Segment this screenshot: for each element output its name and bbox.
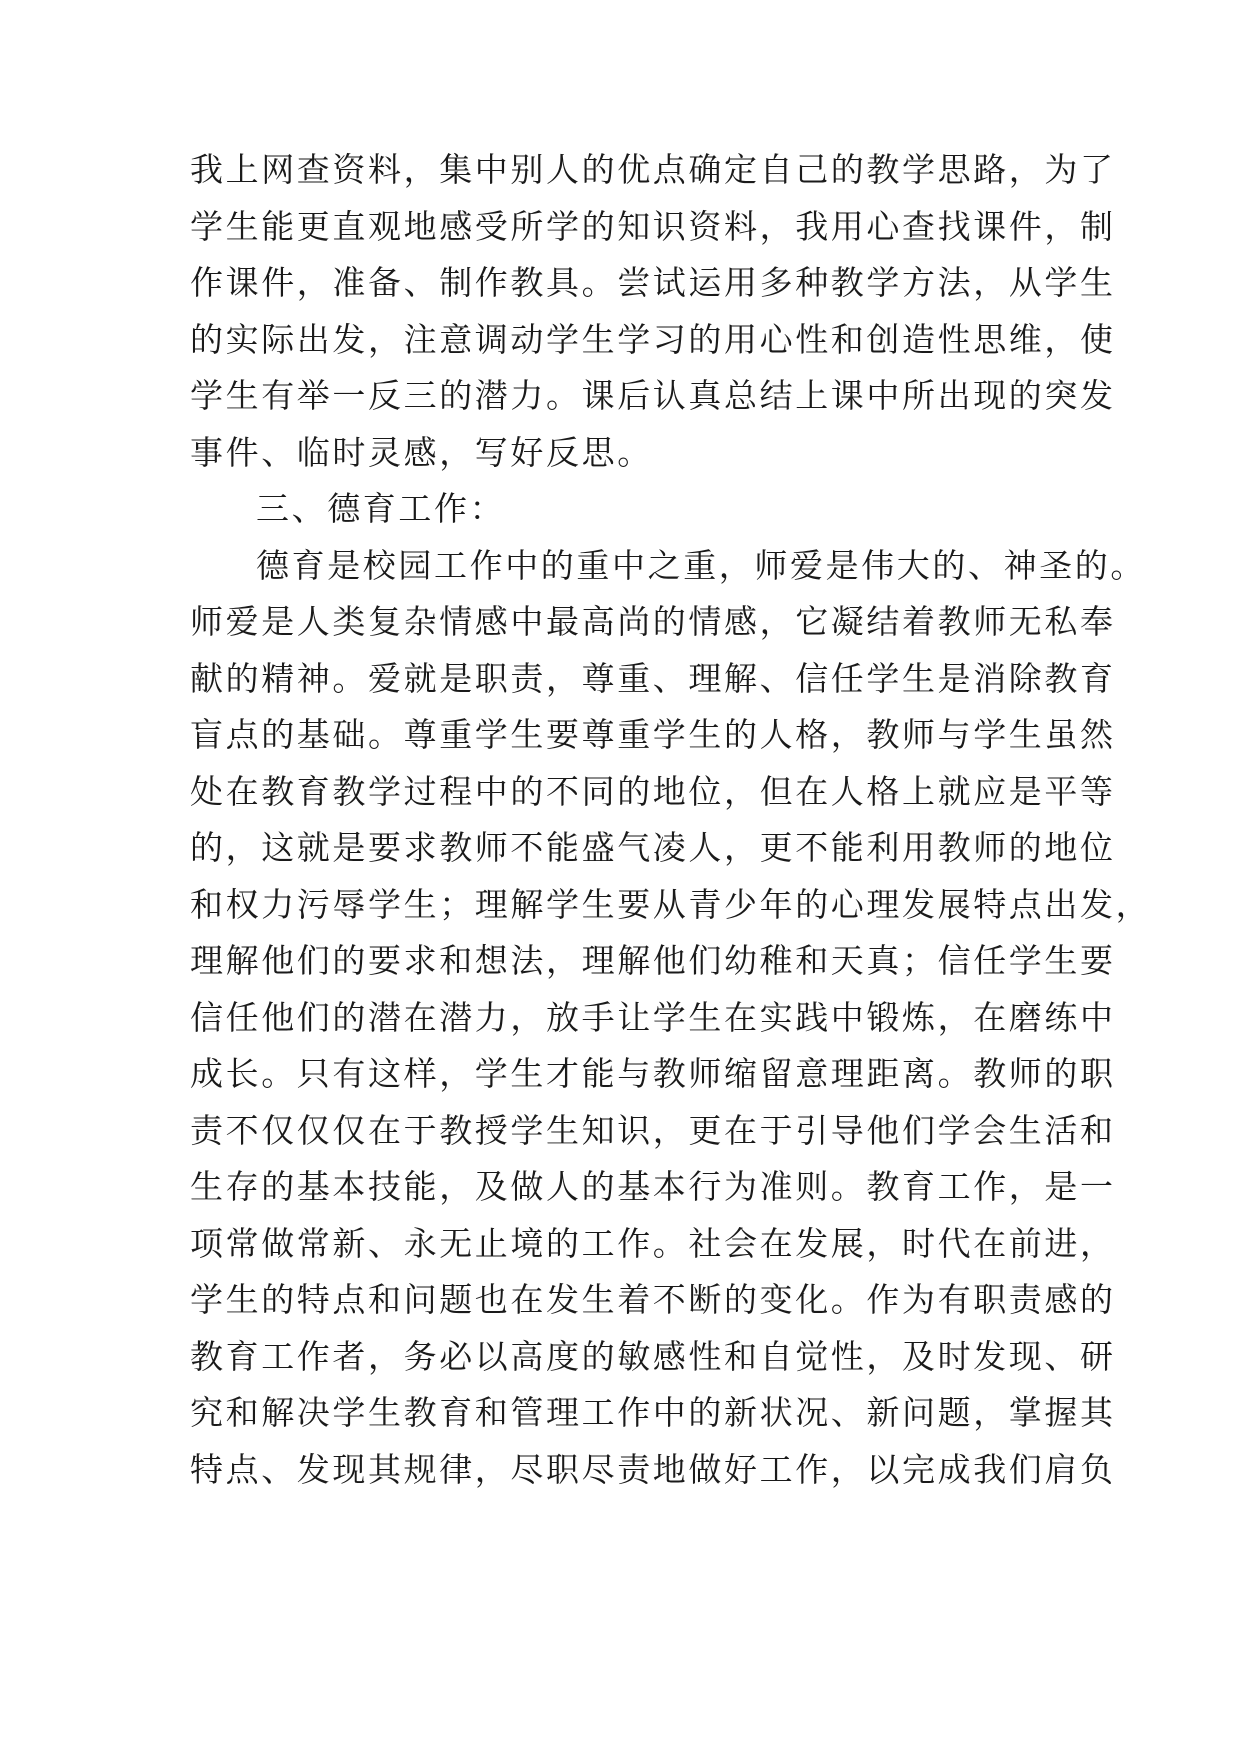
text-line: 的，这就是要求教师不能盛气凌人，更不能利用教师的地位 [190,828,1116,867]
text-line: 事件、临时灵感，写好反思。 [190,432,653,472]
text-line: 作课件，准备、制作教具。尝试运用多种教学方法，从学生 [190,263,1116,302]
text-line: 学生的特点和问题也在发生着不断的变化。作为有职责感的 [190,1280,1116,1319]
text-line: 究和解决学生教育和管理工作中的新状况、新问题，掌握其 [190,1393,1116,1432]
text-line: 项常做常新、永无止境的工作。社会在发展，时代在前进， [190,1223,1116,1263]
text-line: 献的精神。爱就是职责，尊重、理解、信任学生是消除教育 [190,658,1116,698]
text-line: 教育工作者，务必以高度的敏感性和自觉性，及时发现、研 [190,1336,1116,1376]
text-line: 学生能更直观地感受所学的知识资料，我用心查找课件，制 [190,206,1116,246]
body-text [190,142,1152,1498]
text-line: 责不仅仅仅在于教授学生知识，更在于引导他们学会生活和 [190,1110,1116,1150]
text-line: 生存的基本技能，及做人的基本行为准则。教育工作，是一 [190,1167,1116,1206]
text-line: 盲点的基础。尊重学生要尊重学生的人格，教师与学生虽然 [190,715,1116,754]
text-line: 处在教育教学过程中的不同的地位，但在人格上就应是平等 [190,771,1116,811]
text-line: 学生有举一反三的潜力。课后认真总结上课中所出现的突发 [190,376,1116,415]
text-line: 特点、发现其规律，尽职尽责地做好工作，以完成我们肩负 [190,1449,1116,1489]
text-line: 成长。只有这样，学生才能与教师缩留意理距离。教师的职 [190,1054,1116,1093]
text-line: 德育是校园工作中的重中之重，师爱是伟大的、神圣的。 [256,545,1146,585]
text-line: 理解他们的要求和想法，理解他们幼稚和天真；信任学生要 [190,941,1116,980]
section-heading: 三、德育工作： [256,489,506,528]
text-line: 信任他们的潜在潜力，放手让学生在实践中锻炼，在磨练中 [190,997,1116,1037]
text-line: 师爱是人类复杂情感中最高尚的情感，它凝结着教师无私奉 [190,602,1116,641]
text-line: 和权力污辱学生；理解学生要从青少年的心理发展特点出发， [190,884,1152,924]
text-line: 的实际出发，注意调动学生学习的用心性和创造性思维，使 [190,319,1116,359]
text-line: 我上网查资料，集中别人的优点确定自己的教学思路，为了 [190,150,1116,189]
